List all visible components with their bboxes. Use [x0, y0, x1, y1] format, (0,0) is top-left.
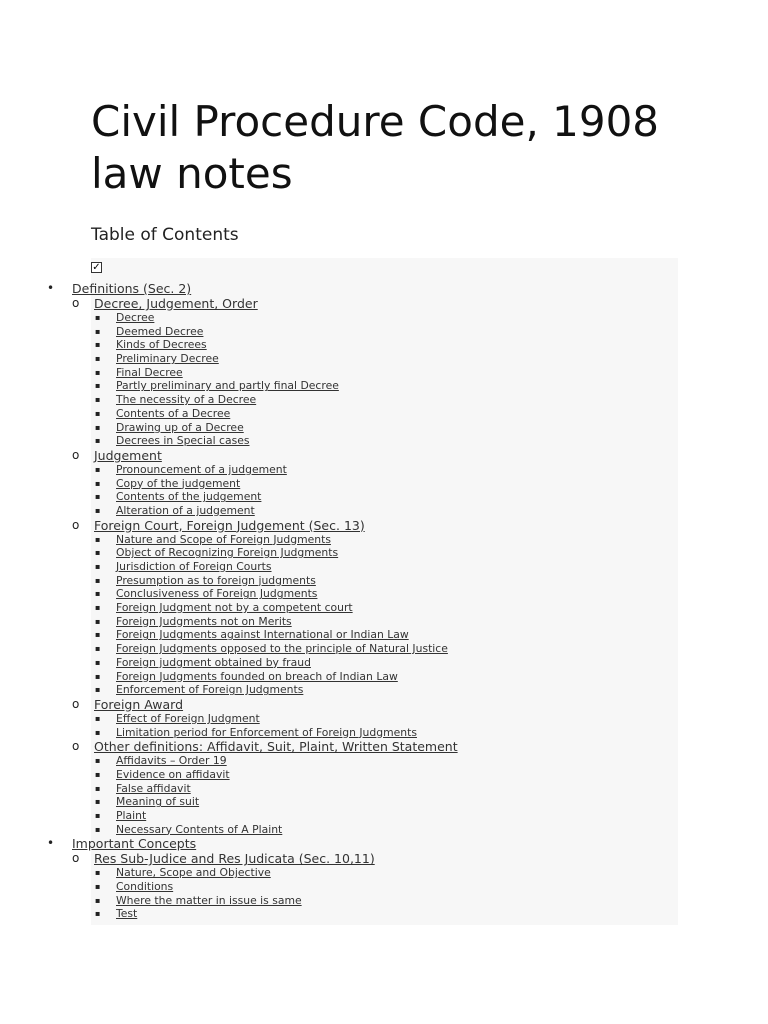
toc-item-level3	[0, 407, 700, 421]
toc-link[interactable]: Important Concepts	[72, 836, 197, 852]
toc-link[interactable]: Kinds of Decrees	[116, 338, 207, 352]
toc-link[interactable]: Alteration of a judgement	[116, 503, 255, 517]
toc-item-level3	[0, 754, 700, 768]
toc-link[interactable]: Res Sub-Judice and Res Judicata (Sec. 10,11)	[94, 851, 375, 867]
toc-item-level3	[0, 726, 700, 740]
toc-bullet-icon: ▪	[95, 326, 101, 336]
toc-bullet-icon: ▪	[95, 630, 101, 640]
toc-link[interactable]: Foreign Court, Foreign Judgement (Sec. 13)	[94, 517, 365, 533]
toc-link[interactable]: Partly preliminary and partly final Decree	[116, 379, 339, 393]
toc-link[interactable]: The necessity of a Decree	[116, 393, 257, 407]
toc-item-level3	[0, 393, 700, 407]
toc-item-level3	[0, 490, 700, 504]
toc-item-level3	[0, 809, 700, 823]
toc-link[interactable]: Judgement	[94, 447, 162, 463]
toc-bullet-icon: ▪	[95, 868, 101, 878]
toc-item-level3	[0, 894, 700, 908]
toc-link[interactable]: Affidavits – Order 19	[116, 754, 227, 768]
toc-item-level3	[0, 712, 700, 726]
toc-item-level3	[0, 352, 700, 366]
toc-link[interactable]: Jurisdiction of Foreign Courts	[116, 560, 272, 573]
toc-item-level3	[0, 311, 700, 325]
toc-item-level3	[0, 560, 700, 574]
toc-bullet-icon: ▪	[95, 354, 101, 364]
toc-link[interactable]: Decrees in Special cases	[116, 434, 250, 448]
toc-item-level3	[0, 587, 700, 601]
toc-bullet-icon: ▪	[95, 685, 101, 695]
document-title: Civil Procedure Code, 1908 law notes	[91, 97, 660, 198]
toc-link[interactable]: Presumption as to foreign judgments	[116, 573, 316, 587]
toc-item-level3	[0, 656, 700, 670]
toc-link[interactable]: Effect of Foreign Judgment	[116, 711, 260, 725]
toc-item-level1	[0, 281, 700, 296]
toc-bullet-icon: ▪	[95, 797, 101, 807]
toc-bullet-icon: ▪	[95, 505, 101, 515]
toc-link[interactable]: Limitation period for Enforcement of Foreign Judgments	[116, 725, 417, 739]
toc-link[interactable]: Foreign Judgments not on Merits	[116, 614, 292, 628]
toc-link[interactable]: Deemed Decree	[116, 324, 204, 338]
toc-bullet-icon: •	[47, 281, 55, 295]
toc-item-level1	[0, 836, 700, 851]
toc-link[interactable]: Object of Recognizing Foreign Judgments	[116, 546, 339, 560]
toc-bullet-icon: ▪	[95, 381, 101, 391]
toc-link[interactable]: Necessary Contents of A Plaint	[116, 822, 283, 836]
toc-link[interactable]: Plaint	[116, 809, 147, 822]
toc-bullet-icon: ▪	[95, 783, 101, 793]
toc-link[interactable]: Contents of the judgement	[116, 490, 262, 504]
toc-bullet-icon: ▪	[95, 657, 101, 667]
toc-bullet-icon: ▪	[95, 882, 101, 892]
toc-item-level3	[0, 823, 700, 837]
toc-item-level3	[0, 366, 700, 380]
toc-item-level3	[0, 477, 700, 491]
toc-bullet-icon: ▪	[95, 534, 101, 544]
toc-bullet-icon: ▪	[95, 895, 101, 905]
toc-item-level3	[0, 546, 700, 560]
toc-item-level3	[0, 795, 700, 809]
toc-link[interactable]: Nature, Scope and Objective	[116, 866, 271, 880]
toc-link[interactable]: Copy of the judgement	[116, 476, 241, 490]
toc-bullet-icon: ▪	[95, 811, 101, 820]
toc-link[interactable]: Nature and Scope of Foreign Judgments	[116, 532, 331, 546]
toc-bullet-icon: ▪	[95, 313, 101, 322]
toc-bullet-icon: ▪	[95, 478, 101, 488]
toc-link[interactable]: Meaning of suit	[116, 795, 200, 809]
toc-item-level3	[0, 463, 700, 477]
toc-bullet-icon: o	[72, 517, 80, 532]
toc-link[interactable]: Contents of a Decree	[116, 406, 231, 420]
toc-item-level2	[0, 851, 700, 866]
toc-item-level3	[0, 628, 700, 642]
toc-bullet-icon: ▪	[95, 769, 101, 779]
toc-bullet-icon: ▪	[95, 575, 101, 585]
toc-item-level3	[0, 504, 700, 518]
toc-toggle-checkbox[interactable]: ✓	[92, 262, 101, 273]
toc-link[interactable]: Drawing up of a Decree	[116, 420, 244, 434]
toc-link[interactable]: Foreign Judgments opposed to the principle of Natural Justice	[116, 642, 448, 656]
toc-item-level3	[0, 421, 700, 435]
toc-bullet-icon: o	[72, 739, 80, 754]
toc-link[interactable]: Foreign Judgments against International or Indian Law	[116, 628, 409, 642]
toc-item-level3	[0, 670, 700, 684]
toc-link[interactable]: Decree	[116, 311, 155, 324]
toc-item-level3	[0, 642, 700, 656]
toc-bullet-icon: •	[47, 836, 55, 851]
toc-bullet-icon: ▪	[95, 367, 101, 377]
toc-item-level2	[0, 697, 700, 712]
toc-item-level3	[0, 574, 700, 588]
toc-link[interactable]: Conditions	[116, 880, 174, 894]
toc-link[interactable]: Foreign judgment obtained by fraud	[116, 655, 311, 669]
toc-link[interactable]: False affidavit	[116, 781, 191, 795]
toc-item-level3	[0, 615, 700, 629]
toc-item-level3	[0, 533, 700, 547]
toc-bullet-icon: o	[72, 296, 80, 310]
toc-bullet-icon: ▪	[95, 395, 101, 405]
toc-item-level3	[0, 325, 700, 339]
toc-link[interactable]: Conclusiveness of Foreign Judgments	[116, 587, 318, 601]
toc-link[interactable]: Evidence on affidavit	[116, 767, 230, 781]
toc-bullet-icon: ▪	[95, 589, 101, 599]
toc-link[interactable]: Pronouncement of a judgement	[116, 462, 287, 476]
toc-item-level3	[0, 768, 700, 782]
toc-item-level3	[0, 866, 700, 880]
toc-bullet-icon: ▪	[95, 408, 101, 418]
toc-item-level2	[0, 448, 700, 463]
toc-item-level2	[0, 518, 700, 533]
toc-bullet-icon: ▪	[95, 756, 101, 766]
toc-item-level3	[0, 434, 700, 448]
toc-bullet-icon: ▪	[95, 464, 101, 474]
toc-list	[0, 281, 700, 921]
toc-bullet-icon: ▪	[95, 713, 101, 723]
toc-item-level3	[0, 601, 700, 615]
toc-item-level3	[0, 880, 700, 894]
toc-item-level3	[0, 338, 700, 352]
toc-bullet-icon: ▪	[95, 644, 101, 654]
toc-link[interactable]: Test	[116, 907, 138, 921]
toc-bullet-icon: ▪	[95, 562, 101, 571]
toc-link[interactable]: Other definitions: Affidavit, Suit, Plaint, Written Statement	[94, 739, 458, 755]
toc-item-level2	[0, 739, 700, 754]
toc-bullet-icon: ▪	[95, 671, 101, 681]
toc-item-level3	[0, 379, 700, 393]
toc-item-level3	[0, 907, 700, 921]
toc-link[interactable]: Foreign Judgment not by a competent court	[116, 601, 353, 615]
toc-heading: Table of Contents	[91, 225, 239, 245]
toc-bullet-icon: ▪	[95, 436, 101, 446]
toc-item-level3	[0, 683, 700, 697]
toc-link[interactable]: Foreign Judgments founded on breach of Indian Law	[116, 669, 398, 683]
toc-link[interactable]: Definitions (Sec. 2)	[72, 281, 192, 296]
toc-link[interactable]: Enforcement of Foreign Judgments	[116, 683, 304, 697]
toc-bullet-icon: ▪	[95, 616, 101, 626]
toc-link[interactable]: Where the matter in issue is same	[116, 893, 302, 907]
toc-bullet-icon: ▪	[95, 422, 101, 432]
toc-item-level3	[0, 782, 700, 796]
toc-bullet-icon: ▪	[95, 492, 101, 502]
toc-bullet-icon: o	[72, 851, 80, 866]
toc-link[interactable]: Final Decree	[116, 365, 183, 379]
toc-bullet-icon: ▪	[95, 340, 101, 350]
toc-bullet-icon: ▪	[95, 548, 101, 558]
toc-bullet-icon: o	[72, 696, 80, 711]
toc-bullet-icon: ▪	[95, 824, 101, 834]
toc-bullet-icon: ▪	[95, 727, 101, 737]
toc-bullet-icon: o	[72, 447, 80, 462]
toc-link[interactable]: Preliminary Decree	[116, 352, 219, 366]
toc-item-level2	[0, 296, 700, 311]
toc-bullet-icon: ▪	[95, 909, 101, 919]
toc-bullet-icon: ▪	[95, 603, 101, 613]
toc-link[interactable]: Decree, Judgement, Order	[94, 296, 258, 311]
toc-link[interactable]: Foreign Award	[94, 696, 184, 712]
